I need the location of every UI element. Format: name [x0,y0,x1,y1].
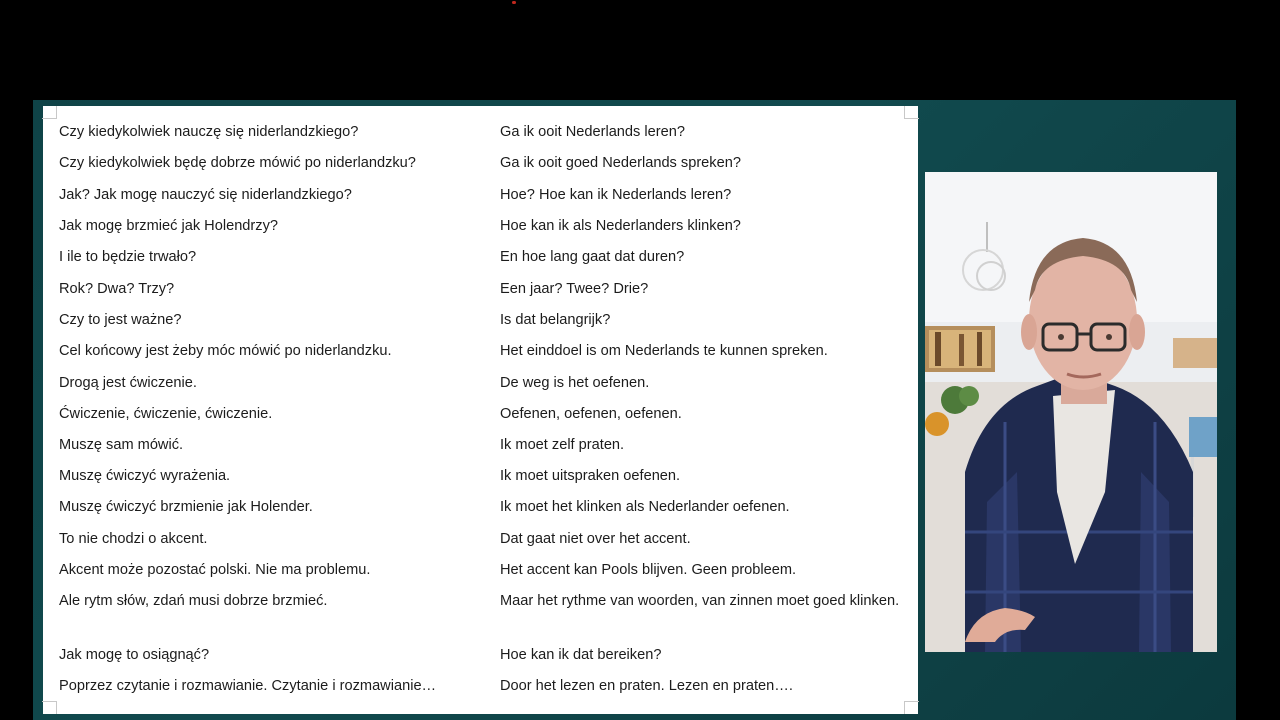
dutch-phrase: En hoe lang gaat dat duren? [500,249,685,265]
polish-phrase: Jak? Jak mogę nauczyć się niderlandzkiego? [59,187,352,203]
phrase-document [43,106,918,714]
presenter-video [925,172,1217,652]
dutch-phrase: Ga ik ooit goed Nederlands spreken? [500,155,741,171]
dutch-phrase: Het accent kan Pools blijven. Geen probleem. [500,562,797,578]
polish-phrase: Muszę ćwiczyć brzmienie jak Holender. [59,499,313,515]
page-corner-mark [904,701,919,714]
dutch-phrase: Ik moet zelf praten. [500,437,625,453]
presenter-webcam-icon [925,172,1217,652]
polish-phrase: Czy kiedykolwiek będę dobrze mówić po niderlandzku? [59,155,416,171]
dutch-phrase: Ga ik ooit Nederlands leren? [500,124,685,140]
dutch-phrase: Hoe kan ik als Nederlanders klinken? [500,218,741,234]
polish-phrase: Akcent może pozostać polski. Nie ma problemu. [59,562,371,578]
dutch-phrase: Hoe? Hoe kan ik Nederlands leren? [500,187,732,203]
polish-phrase: Ćwiczenie, ćwiczenie, ćwiczenie. [59,406,273,422]
polish-phrase: Jak mogę to osiągnąć? [59,647,210,663]
dutch-phrase: Oefenen, oefenen, oefenen. [500,406,682,422]
polish-phrase: To nie chodzi o akcent. [59,531,208,547]
page-corner-mark [904,106,919,119]
polish-phrase: Rok? Dwa? Trzy? [59,281,175,297]
polish-phrase: Drogą jest ćwiczenie. [59,375,197,391]
dutch-phrase: De weg is het oefenen. [500,375,650,391]
polish-phrase: I ile to będzie trwało? [59,249,197,265]
polish-phrase: Jak mogę brzmieć jak Holendrzy? [59,218,278,234]
dutch-phrase: Door het lezen en praten. Lezen en praten…. [500,678,793,694]
dutch-phrase: Ik moet het klinken als Nederlander oefenen. [500,499,790,515]
dutch-phrase: Maar het rythme van woorden, van zinnen moet goed klinken. [500,593,900,609]
polish-phrase: Czy to jest ważne? [59,312,182,328]
dutch-phrase: Dat gaat niet over het accent. [500,531,691,547]
page-corner-mark [42,106,57,119]
dutch-phrase: Een jaar? Twee? Drie? [500,281,649,297]
polish-phrase: Poprzez czytanie i rozmawianie. Czytanie i rozmawianie… [59,678,437,694]
polish-phrase: Muszę sam mówić. [59,437,184,453]
page-corner-mark [42,701,57,714]
polish-phrase: Czy kiedykolwiek nauczę się niderlandzkiego? [59,124,359,140]
polish-phrase: Ale rytm słów, zdań musi dobrze brzmieć. [59,593,328,609]
polish-phrase: Cel końcowy jest żeby móc mówić po niderlandzku. [59,343,392,359]
dutch-phrase: Hoe kan ik dat bereiken? [500,647,662,663]
dutch-phrase: Is dat belangrijk? [500,312,611,328]
polish-phrase: Muszę ćwiczyć wyrażenia. [59,468,231,484]
recording-indicator-dot [512,1,516,4]
dutch-phrase: Het einddoel is om Nederlands te kunnen spreken. [500,343,828,359]
dutch-phrase: Ik moet uitspraken oefenen. [500,468,681,484]
